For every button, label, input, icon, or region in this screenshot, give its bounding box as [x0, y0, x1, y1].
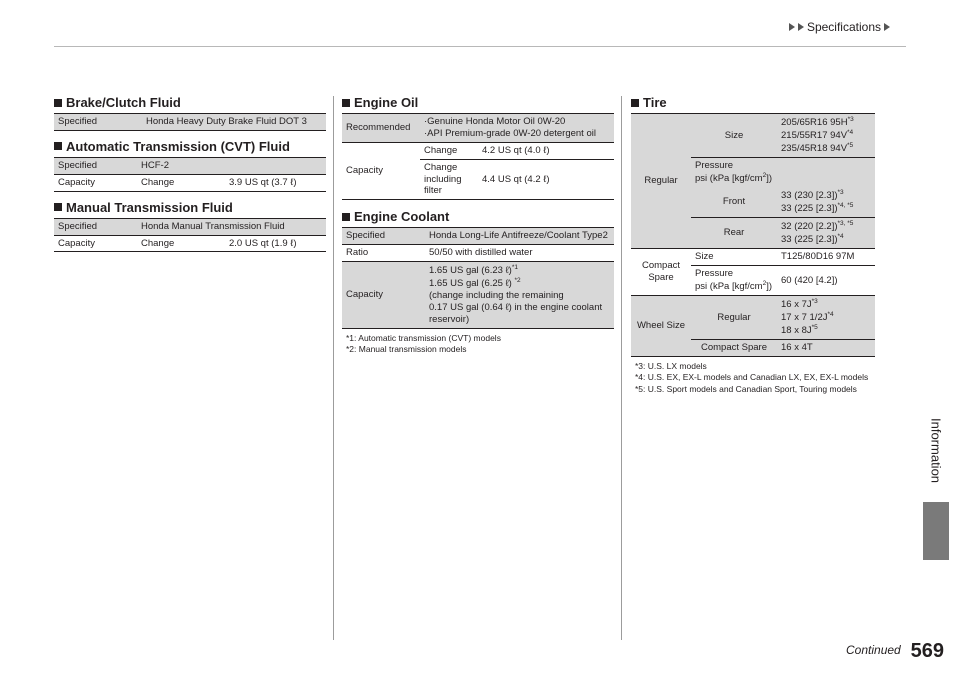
table-row: [631, 114, 875, 158]
table-row: [54, 174, 326, 191]
header-divider: [54, 46, 906, 47]
table-cell: Rear: [691, 218, 777, 249]
cell-line: [781, 324, 871, 337]
table-cell: Change: [137, 235, 225, 252]
table-row: [631, 295, 875, 339]
footnote-ref: *5: [847, 142, 854, 150]
cell-line: [429, 264, 610, 277]
tire-table: [631, 113, 875, 357]
cell-line: reservoir): [429, 313, 470, 325]
cvt-table: [54, 157, 326, 192]
table-cell: Capacity: [342, 262, 425, 329]
table-cell: Recommended: [346, 121, 411, 133]
table-cell: [691, 158, 875, 187]
cell-line: Pressure: [695, 160, 734, 172]
section-title-text: Engine Coolant: [354, 209, 450, 225]
footnotes-middle: [346, 333, 614, 356]
cell-line: Spare: [648, 272, 674, 284]
section-title-text: Automatic Transmission (CVT) Fluid: [66, 138, 290, 154]
square-bullet-icon: [342, 213, 350, 221]
table-cell: [425, 262, 614, 329]
cell-line: [429, 277, 610, 290]
table-row: [342, 228, 614, 245]
table-row: [342, 142, 614, 159]
table-row: [342, 245, 614, 262]
cell-text: 205/65R16 95H: [781, 117, 848, 129]
cell-text: 16 x 7J: [781, 299, 812, 311]
cell-text: psi (kPa [kgf/cm: [695, 173, 763, 185]
cell-line: [781, 142, 871, 155]
left-column: [54, 95, 326, 252]
section-title-manual: [54, 200, 326, 215]
table-row: [342, 114, 614, 143]
table-cell: Size: [691, 249, 777, 266]
table-cell: [777, 295, 875, 339]
table-row: [631, 249, 875, 266]
table-cell: [777, 187, 875, 218]
cell-text: 235/45R18 94V: [781, 143, 848, 155]
section-title-cvt: [54, 139, 326, 154]
superscript: 2: [762, 171, 767, 179]
table-cell: Compact Spare: [691, 340, 777, 357]
middle-column: [342, 95, 614, 356]
footnote-ref: *3: [837, 189, 844, 196]
section-title-text: Manual Transmission Fluid: [66, 199, 233, 215]
table-cell: [420, 159, 478, 200]
recommended-line: ·Genuine Honda Motor Oil 0W-20: [424, 116, 566, 127]
cell-line: [695, 280, 773, 293]
table-cell: Specified: [54, 114, 142, 131]
table-cell: Change: [137, 174, 225, 191]
triangle-right-icon: [884, 23, 890, 31]
cell-line: 0.17 US gal (0.64 ℓ) in the engine coolant: [429, 301, 603, 313]
footnote: *1: Automatic transmission (CVT) models: [346, 332, 501, 343]
cell-text: ]): [766, 173, 773, 185]
superscript: 2: [762, 279, 767, 287]
footnote-ref: *3: [847, 116, 854, 123]
breadcrumb[interactable]: [789, 20, 890, 34]
section-title-text: Brake/Clutch Fluid: [66, 95, 181, 110]
triangle-right-icon: [798, 23, 804, 31]
cell-line: (change including the remaining: [429, 290, 564, 302]
section-title-tire: [631, 95, 875, 110]
footnote-ref: *2: [514, 277, 521, 285]
cell-line: [695, 172, 871, 185]
table-cell: HCF-2: [137, 157, 326, 174]
cell-text: psi (kPa [kgf/cm: [695, 281, 763, 293]
footnote-ref: *1: [511, 264, 518, 271]
breadcrumb-label: Specifications: [806, 20, 881, 34]
footnote-ref: *4: [827, 310, 834, 318]
footnote-ref: *4, *5: [837, 202, 854, 210]
coolant-table: [342, 227, 614, 328]
table-cell: Honda Manual Transmission Fluid: [137, 218, 326, 235]
table-row: [342, 262, 614, 329]
square-bullet-icon: [54, 203, 62, 211]
cell-line: Compact: [641, 260, 680, 272]
table-cell: 50/50 with distilled water: [429, 247, 533, 259]
table-cell: 3.9 US qt (3.7 ℓ): [225, 174, 326, 191]
table-cell: 2.0 US qt (1.9 ℓ): [225, 235, 326, 252]
footnote: *4: U.S. EX, EX-L models and Canadian LX, EX, EX-L models: [635, 372, 869, 383]
table-cell: Capacity: [342, 142, 420, 200]
cell-line: [781, 189, 871, 202]
table-cell: Front: [691, 187, 777, 218]
table-cell: T125/80D16 97M: [777, 249, 875, 266]
cell-text: 215/55R17 94V: [781, 130, 848, 142]
table-cell: 60 (420 [4.2]): [777, 266, 875, 296]
cell-text: 17 x 7 1/2J: [781, 312, 828, 324]
table-cell: Regular: [631, 114, 691, 249]
cell-line: [781, 298, 871, 311]
table-row: [54, 157, 326, 174]
cell-line: including: [424, 173, 462, 185]
table-row: [54, 114, 326, 131]
cell-text: 33 (230 [2.3]): [781, 190, 838, 202]
column-divider: [621, 96, 622, 640]
footnote: *2: Manual transmission models: [346, 344, 467, 355]
table-cell: Ratio: [346, 247, 369, 259]
footnote: *3: U.S. LX models: [635, 360, 707, 371]
column-divider: [333, 96, 334, 640]
table-cell: Regular: [691, 295, 777, 339]
table-row: [54, 235, 326, 252]
table-cell: 4.2 US qt (4.0 ℓ): [478, 142, 614, 159]
table-cell: [777, 114, 875, 158]
cell-line: Change: [424, 161, 458, 173]
brake-table: [54, 113, 326, 131]
table-cell: Specified: [342, 228, 425, 245]
table-cell: Honda Long-Life Antifreeze/Coolant Type2: [425, 228, 614, 245]
cell-line: [781, 220, 871, 233]
cell-line: Pressure: [695, 268, 734, 279]
table-cell: Size: [691, 114, 777, 158]
engine-oil-table: [342, 113, 614, 200]
square-bullet-icon: [54, 99, 62, 107]
page-number: 569: [910, 640, 944, 662]
square-bullet-icon: [54, 142, 62, 150]
right-column: [631, 95, 875, 395]
section-title-coolant: [342, 209, 614, 224]
footnote-ref: *3, *5: [837, 220, 854, 228]
cell-line: [781, 233, 871, 246]
table-cell: [691, 266, 777, 296]
table-cell: Specified: [54, 218, 137, 235]
footnote: *5: U.S. Sport models and Canadian Sport, Touring models: [635, 383, 857, 394]
table-cell: Change: [420, 142, 478, 159]
cell-line: [781, 129, 871, 142]
cell-text: 1.65 US gal (6.23 ℓ): [429, 265, 512, 277]
cell-text: 1.65 US gal (6.25 ℓ): [429, 278, 515, 290]
section-title-text: Tire: [643, 95, 667, 110]
continued-label[interactable]: Continued: [846, 643, 901, 657]
table-cell: 16 x 4T: [777, 340, 875, 357]
cell-line: filter: [424, 185, 442, 197]
table-cell: Wheel Size: [631, 295, 691, 356]
footnote-ref: *4: [847, 129, 854, 137]
square-bullet-icon: [631, 99, 639, 107]
recommended-line: ·API Premium-grade 0W-20 detergent oil: [424, 127, 596, 139]
section-title-brake: [54, 95, 326, 110]
cell-text: ]): [766, 281, 773, 293]
table-cell: Specified: [54, 157, 137, 174]
triangle-right-icon: [789, 23, 795, 31]
footnote-ref: *3: [811, 297, 818, 305]
cell-text: 32 (220 [2.2]): [781, 221, 838, 233]
manual-table: [54, 218, 326, 253]
table-cell: Capacity: [54, 174, 137, 191]
section-title-text: Engine Oil: [354, 95, 419, 110]
side-tab-label[interactable]: Information: [928, 418, 944, 484]
cell-line: [781, 311, 871, 324]
cell-line: [781, 116, 871, 129]
table-cell: [420, 114, 614, 143]
table-cell: [631, 249, 691, 296]
table-cell: [777, 218, 875, 249]
section-title-engine-oil: [342, 95, 614, 110]
cell-text: 33 (225 [2.3]): [781, 234, 838, 246]
table-cell: Honda Heavy Duty Brake Fluid DOT 3: [142, 114, 326, 131]
cell-text: 33 (225 [2.3]): [781, 203, 838, 215]
footnote-ref: *4: [837, 233, 844, 241]
cell-line: [781, 202, 871, 215]
footnotes-right: [635, 361, 875, 395]
table-cell: Capacity: [54, 235, 137, 252]
cell-text: 18 x 8J: [781, 325, 812, 337]
footnote-ref: *5: [811, 323, 818, 331]
table-cell: 4.4 US qt (4.2 ℓ): [478, 159, 614, 200]
table-row: [54, 218, 326, 235]
square-bullet-icon: [342, 99, 350, 107]
